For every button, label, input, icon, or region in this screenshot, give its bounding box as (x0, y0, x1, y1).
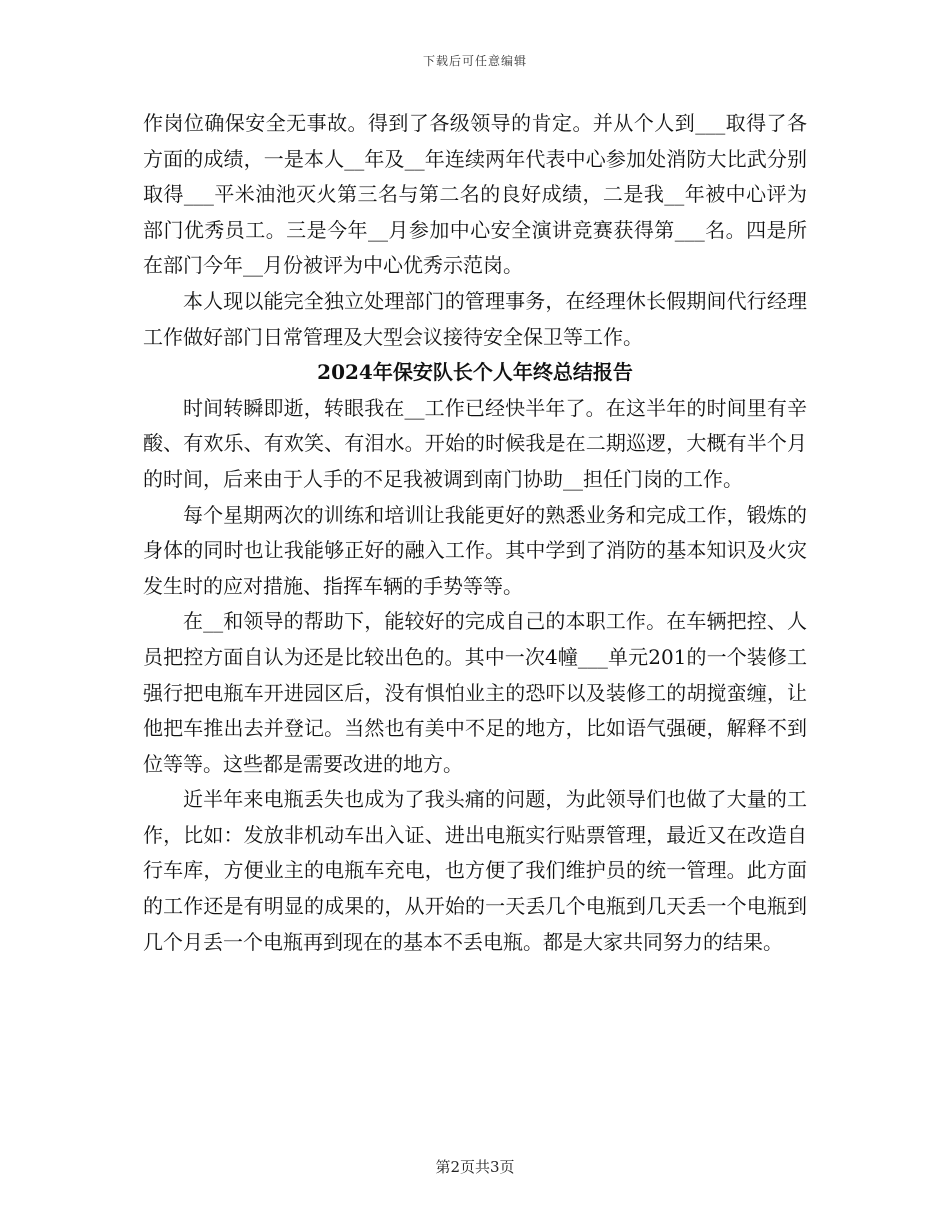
paragraph-continuation: 作岗位确保安全无事故。得到了各级领导的肯定。并从个人到___取得了各方面的成绩，一是本人__年及__年连续两年代表中心参加处消防大比武分别取得___平米油池灭火第三名与第二名的良好成绩，二是我__年被中心评为部门优秀员工。三是今年__月参加中心安全演讲竞赛获得第___名。四是所在部门今年__月份被评为中心优秀示范岗。 (143, 111, 807, 278)
paragraph-management: 本人现以能完全独立处理部门的管理事务，在经理休长假期间代行经理工作做好部门日常管理及大型会议接待安全保卫等工作。 (143, 288, 807, 349)
document-body (143, 106, 807, 960)
paragraph-intro: 时间转瞬即逝，转眼我在__工作已经快半年了。在这半年的时间里有辛酸、有欢乐、有欢笑、有泪水。开始的时候我是在二期巡逻，大概有半个月的时间，后来由于人手的不足我被调到南门协助__担任门岗的工作。 (143, 395, 807, 491)
page-number: 第2页共3页 (435, 1158, 515, 1176)
paragraph-duty: 在__和领导的帮助下，能较好的完成自己的本职工作。在车辆把控、人员把控方面自认为还是比较出色的。其中一次4幢___单元201的一个装修工强行把电瓶车开进园区后，没有惧怕业主的恐吓以及装修工的胡搅蛮缠，让他把车推出去并登记。当然也有美中不足的地方，比如语气强硬，解释不到位等等。这些都是需要改进的地方。 (143, 609, 807, 776)
paragraph-training: 每个星期两次的训练和培训让我能更好的熟悉业务和完成工作，锻炼的身体的同时也让我能够正好的融入工作。其中学到了消防的基本知识及火灾发生时的应对措施、指挥车辆的手势等等。 (143, 502, 807, 598)
report-title: 2024年保安队长个人年终总结报告 (317, 360, 633, 385)
page-header: 下载后可任意编辑 (422, 54, 527, 68)
paragraph-battery-theft: 近半年来电瓶丢失也成为了我头痛的问题，为此领导们也做了大量的工作，比如：发放非机动车出入证、进出电瓶实行贴票管理，最近又在改造自行车库，方便业主的电瓶车充电，也方便了我们维护员的统一管理。此方面的工作还是有明显的成果的，从开始的一天丢几个电瓶到几天丢一个电瓶到几个月丢一个电瓶再到现在的基本不丢电瓶。都是大家共同努力的结果。 (143, 787, 807, 954)
